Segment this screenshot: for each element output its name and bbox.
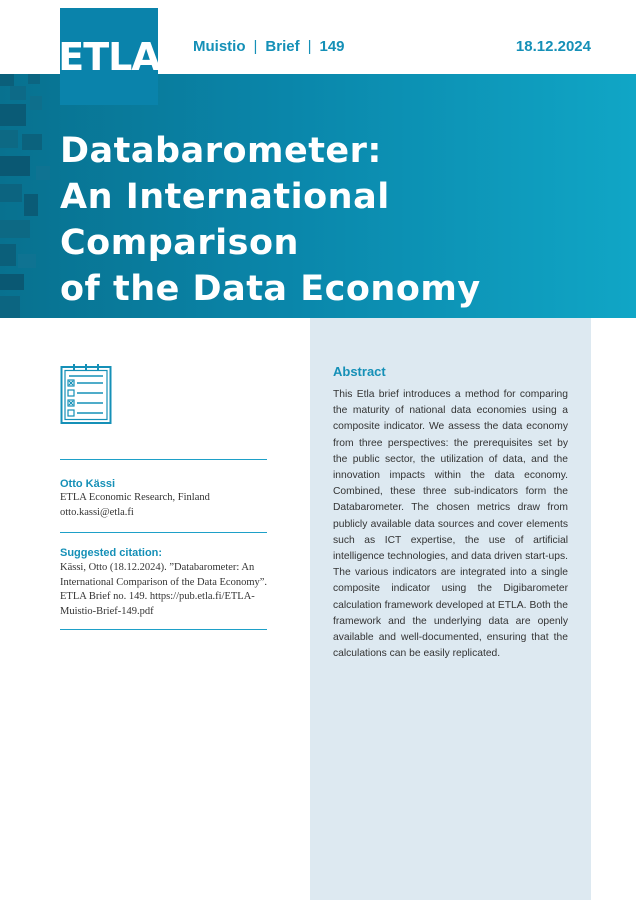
pixel-decoration bbox=[28, 74, 40, 84]
divider-line bbox=[60, 459, 267, 460]
clipboard-checklist-icon bbox=[60, 363, 112, 425]
document-title bbox=[60, 128, 620, 312]
abstract-text: This Etla brief introduces a method for comparing the maturity of national data economies using a composite indicator. We assess the data economy from three perspectives: the prerequisites set by the public sector, the utilization of data, and the innovation impacts within the data economy. Combined, these three sub-indicators form the Databarometer. The chosen metrics draw from publicly available data sources and cover elements such as ICT expertise, the use of artificial intelligence technologies, and data driven start-ups. The various indicators are integrated into a single composite indicator using the Digibarometer calculation framework developed at ETLA. Both the framework and the underlying data are openly available and well-documented, ensuring that the calculations can be easily replicated. bbox=[333, 389, 568, 660]
pixel-decoration bbox=[0, 74, 14, 86]
series-label bbox=[193, 38, 345, 55]
pixel-decoration bbox=[0, 184, 22, 202]
pixel-decoration bbox=[30, 96, 42, 110]
pixel-decoration bbox=[36, 166, 50, 180]
abstract-heading: Abstract bbox=[333, 364, 386, 379]
pixel-decoration bbox=[0, 220, 30, 238]
author-affiliation: ETLA Economic Research, Finland bbox=[60, 492, 210, 503]
author-email[interactable]: otto.kassi@etla.fi bbox=[60, 507, 134, 518]
pixel-decoration bbox=[22, 134, 42, 150]
publication-date: 18.12.2024 bbox=[515, 38, 591, 55]
title-line: An International Comparison bbox=[60, 177, 390, 263]
pixel-decoration bbox=[0, 296, 20, 318]
series-separator: | bbox=[253, 38, 258, 55]
series-type: Brief bbox=[265, 38, 300, 55]
title-line: Databarometer: bbox=[60, 131, 382, 171]
citation-heading: Suggested citation: bbox=[60, 547, 163, 559]
pixel-decoration bbox=[10, 86, 26, 100]
series-name: Muistio bbox=[193, 38, 246, 55]
divider-line bbox=[60, 532, 267, 533]
pixel-decoration bbox=[24, 194, 38, 216]
title-line: of the Data Economy bbox=[60, 269, 481, 309]
pixel-decoration bbox=[0, 244, 16, 266]
pixel-decoration bbox=[0, 156, 30, 176]
pixel-decoration bbox=[18, 254, 36, 268]
citation-text: Kässi, Otto (18.12.2024). ”Databarometer: An International Comparison of the Data Economy”. ETLA Brief no. 149. https://pub.etla.fi/ETLA-Muistio-Brief-149.pdf bbox=[60, 562, 268, 617]
series-number: 149 bbox=[319, 38, 345, 55]
divider-line bbox=[60, 629, 267, 630]
pixel-decoration bbox=[0, 274, 24, 290]
author-name: Otto Kässi bbox=[60, 478, 116, 490]
series-separator: | bbox=[307, 38, 312, 55]
pixel-decoration bbox=[0, 130, 18, 148]
etla-logo: ETLA bbox=[60, 8, 158, 105]
pixel-decoration bbox=[0, 104, 26, 126]
